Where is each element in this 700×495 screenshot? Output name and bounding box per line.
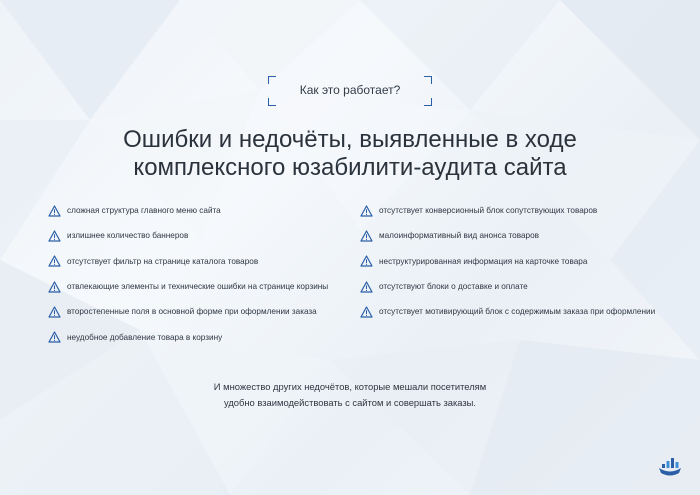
title-line-2: комплексного юзабилити-аудита сайта (133, 154, 567, 181)
warning-triangle-icon (360, 230, 373, 242)
issue-text: излишнее количество баннеров (67, 231, 189, 241)
badge-label: Как это работает? (299, 83, 401, 97)
issue-text: второстепенные поля в основной форме при оформлении заказа (67, 307, 317, 317)
list-item (48, 223, 348, 248)
warning-triangle-icon (360, 255, 373, 267)
corner-bracket (268, 98, 276, 106)
issue-text: отсутствует фильтр на странице каталога товаров (67, 256, 259, 266)
list-item (48, 324, 348, 349)
issue-text: отсутствуют блоки о доставке и оплате (379, 282, 528, 292)
issue-text: неструктурированная информация на карточке товара (379, 256, 588, 266)
warning-triangle-icon (360, 205, 373, 217)
brand-logo-icon (658, 455, 682, 477)
issue-text: отсутствует конверсионный блок сопутствующих товаров (379, 206, 598, 216)
list-item (48, 299, 348, 324)
issues-list-left (48, 198, 348, 350)
issue-text: отсутствует мотивирующий блок с содержимым заказа при оформлении (379, 307, 656, 317)
footer-line-2: удобно взаимодействовать с сайтом и совершать заказы. (223, 397, 477, 408)
title-line-1: Ошибки и недочёты, выявленные в ходе (123, 126, 577, 153)
list-item (48, 198, 348, 223)
warning-triangle-icon (48, 331, 61, 343)
list-item (48, 249, 348, 274)
warning-triangle-icon (360, 306, 373, 318)
issue-text: сложная структура главного меню сайта (67, 206, 221, 216)
warning-triangle-icon (48, 255, 61, 267)
warning-triangle-icon (48, 281, 61, 293)
footer-note (150, 379, 550, 411)
issues-list-right (360, 198, 680, 324)
list-item (360, 249, 680, 274)
corner-bracket (424, 98, 432, 106)
list-item (48, 274, 348, 299)
issue-text: отвлекающие элементы и технические ошибки на странице корзины (67, 282, 329, 292)
page-title (60, 126, 640, 182)
list-item (360, 198, 680, 223)
warning-triangle-icon (48, 230, 61, 242)
how-it-works-badge (268, 76, 432, 106)
issue-text: малоинформативный вид анонса товаров (379, 231, 539, 241)
list-item (360, 299, 680, 324)
list-item (360, 223, 680, 248)
warning-triangle-icon (48, 306, 61, 318)
footer-line-1: И множество других недочётов, которые мешали посетителям (213, 381, 487, 392)
warning-triangle-icon (48, 205, 61, 217)
warning-triangle-icon (360, 281, 373, 293)
issue-text: неудобное добавление товара в корзину (67, 332, 223, 342)
list-item (360, 274, 680, 299)
